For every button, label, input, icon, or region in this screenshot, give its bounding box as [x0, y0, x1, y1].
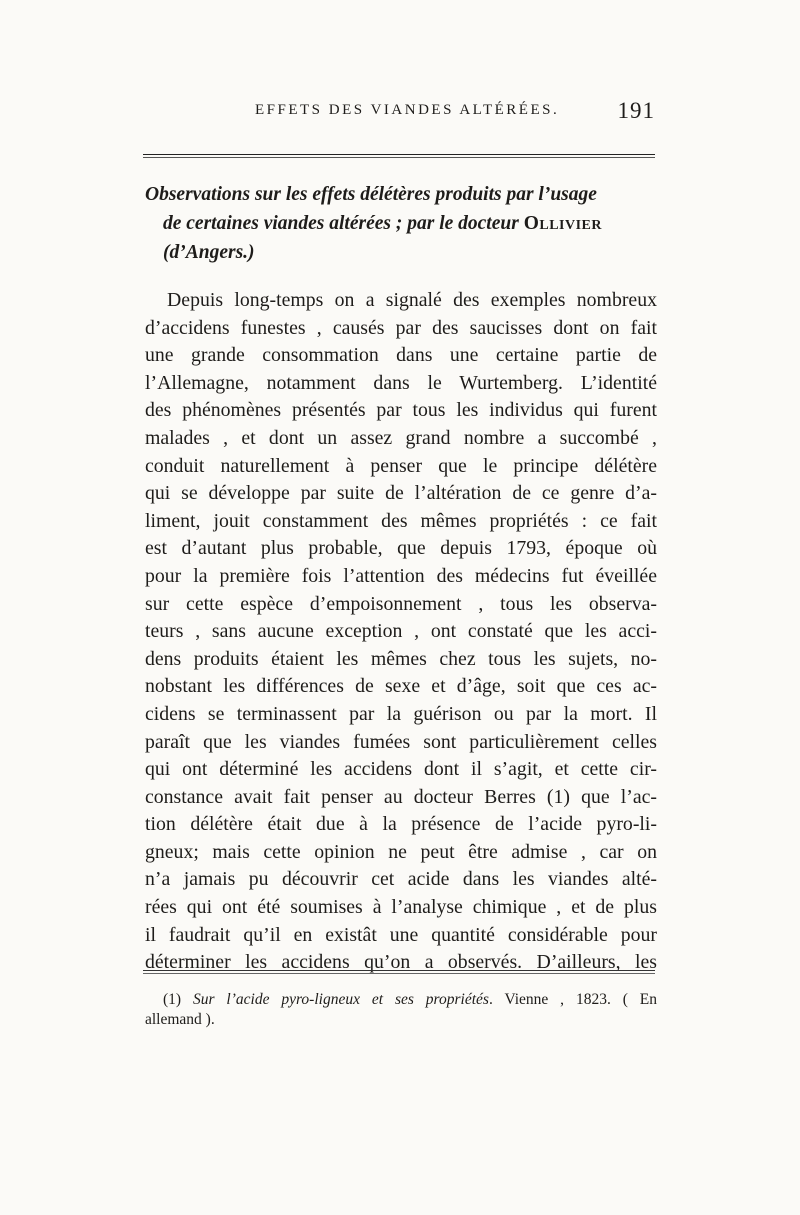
text-line: l’Allemagne, notamment dans le Wurtemberg. L’identité	[145, 371, 657, 394]
header-rule	[143, 154, 655, 158]
text-line: cidens se terminassent par la guérison ou par la mort. Il	[145, 702, 657, 725]
article-title	[145, 180, 657, 267]
footnote-cited-title: Sur l’acide pyro-ligneux et ses propriétés	[192, 991, 489, 1008]
running-title: EFFETS DES VIANDES ALTÉRÉES.	[255, 102, 560, 118]
text-line: sur cette espèce d’empoisonnement , tous les observa-	[145, 592, 657, 615]
running-head	[145, 98, 655, 128]
text-line: d’accidens funestes , causés par des saucisses dont on fait	[145, 316, 657, 339]
text-line: conduit naturellement à penser que le principe délétère	[145, 454, 657, 477]
footnote-citation-details: . Vienne , 1823. ( En	[488, 991, 658, 1008]
body-text	[145, 287, 657, 977]
text-line: tion délétère était due à la présence de l’acide pyro-li-	[145, 813, 657, 836]
text-line: il faudrait qu’il en existât une quantité considérable pour	[145, 923, 657, 946]
text-line: n’a jamais pu découvrir cet acide dans les viandes alté-	[145, 868, 657, 891]
text-line: teurs , sans aucune exception , ont constaté que les acci-	[145, 620, 657, 643]
text-line: constance avait fait penser au docteur Berres (1) que l’ac-	[145, 785, 657, 808]
text-line: est d’autant plus probable, que depuis 1793, époque où	[145, 537, 657, 560]
text-line: liment, jouit constamment des mêmes propriétés : ce fait	[145, 509, 657, 532]
text-line: déterminer les accidens qu’on a observés. D’ailleurs, les	[145, 951, 657, 974]
footnote-line: allemand ).	[145, 1011, 215, 1028]
text-line: dens produits étaient les mêmes chez tous les sujets, no-	[145, 647, 657, 670]
text-line: malades , et dont un assez grand nombre a succombé ,	[145, 426, 657, 449]
text-line: pour la première fois l’attention des médecins fut éveillée	[145, 564, 657, 587]
title-line: (d’Angers.)	[163, 242, 255, 263]
text-line: une grande consommation dans une certaine partie de	[145, 344, 657, 367]
text-line: gneux; mais cette opinion ne peut être admise , car on	[145, 840, 657, 863]
footnote	[145, 990, 657, 1030]
text-line: qui ont déterminé les accidens dont il s’agit, et cette cir-	[145, 758, 657, 781]
text-line: qui se développe par suite de l’altération de ce genre d’a-	[145, 482, 657, 505]
text-line: nobstant les différences de sexe et d’âge, soit que ces ac-	[145, 675, 657, 698]
title-line-text: de certaines viandes altérées ; par le docteur	[163, 213, 524, 234]
text-line: rées qui ont été soumises à l’analyse chimique , et de plus	[145, 896, 657, 919]
footnote-rule	[143, 970, 655, 974]
text-line: des phénomènes présentés par tous les individus qui furent	[145, 399, 657, 422]
footnote-line	[145, 990, 657, 1010]
title-line	[145, 209, 657, 238]
text-line: Depuis long-temps on a signalé des exemples nombreux	[167, 289, 657, 311]
text-line: paraît que les viandes fumées sont particulièrement celles	[145, 730, 657, 753]
title-line: Observations sur les effets délétères produits par l’usage	[145, 184, 597, 205]
footnote-marker: (1)	[163, 991, 193, 1008]
author-name: Ollivier	[523, 213, 602, 234]
page-number: 191	[617, 98, 655, 123]
